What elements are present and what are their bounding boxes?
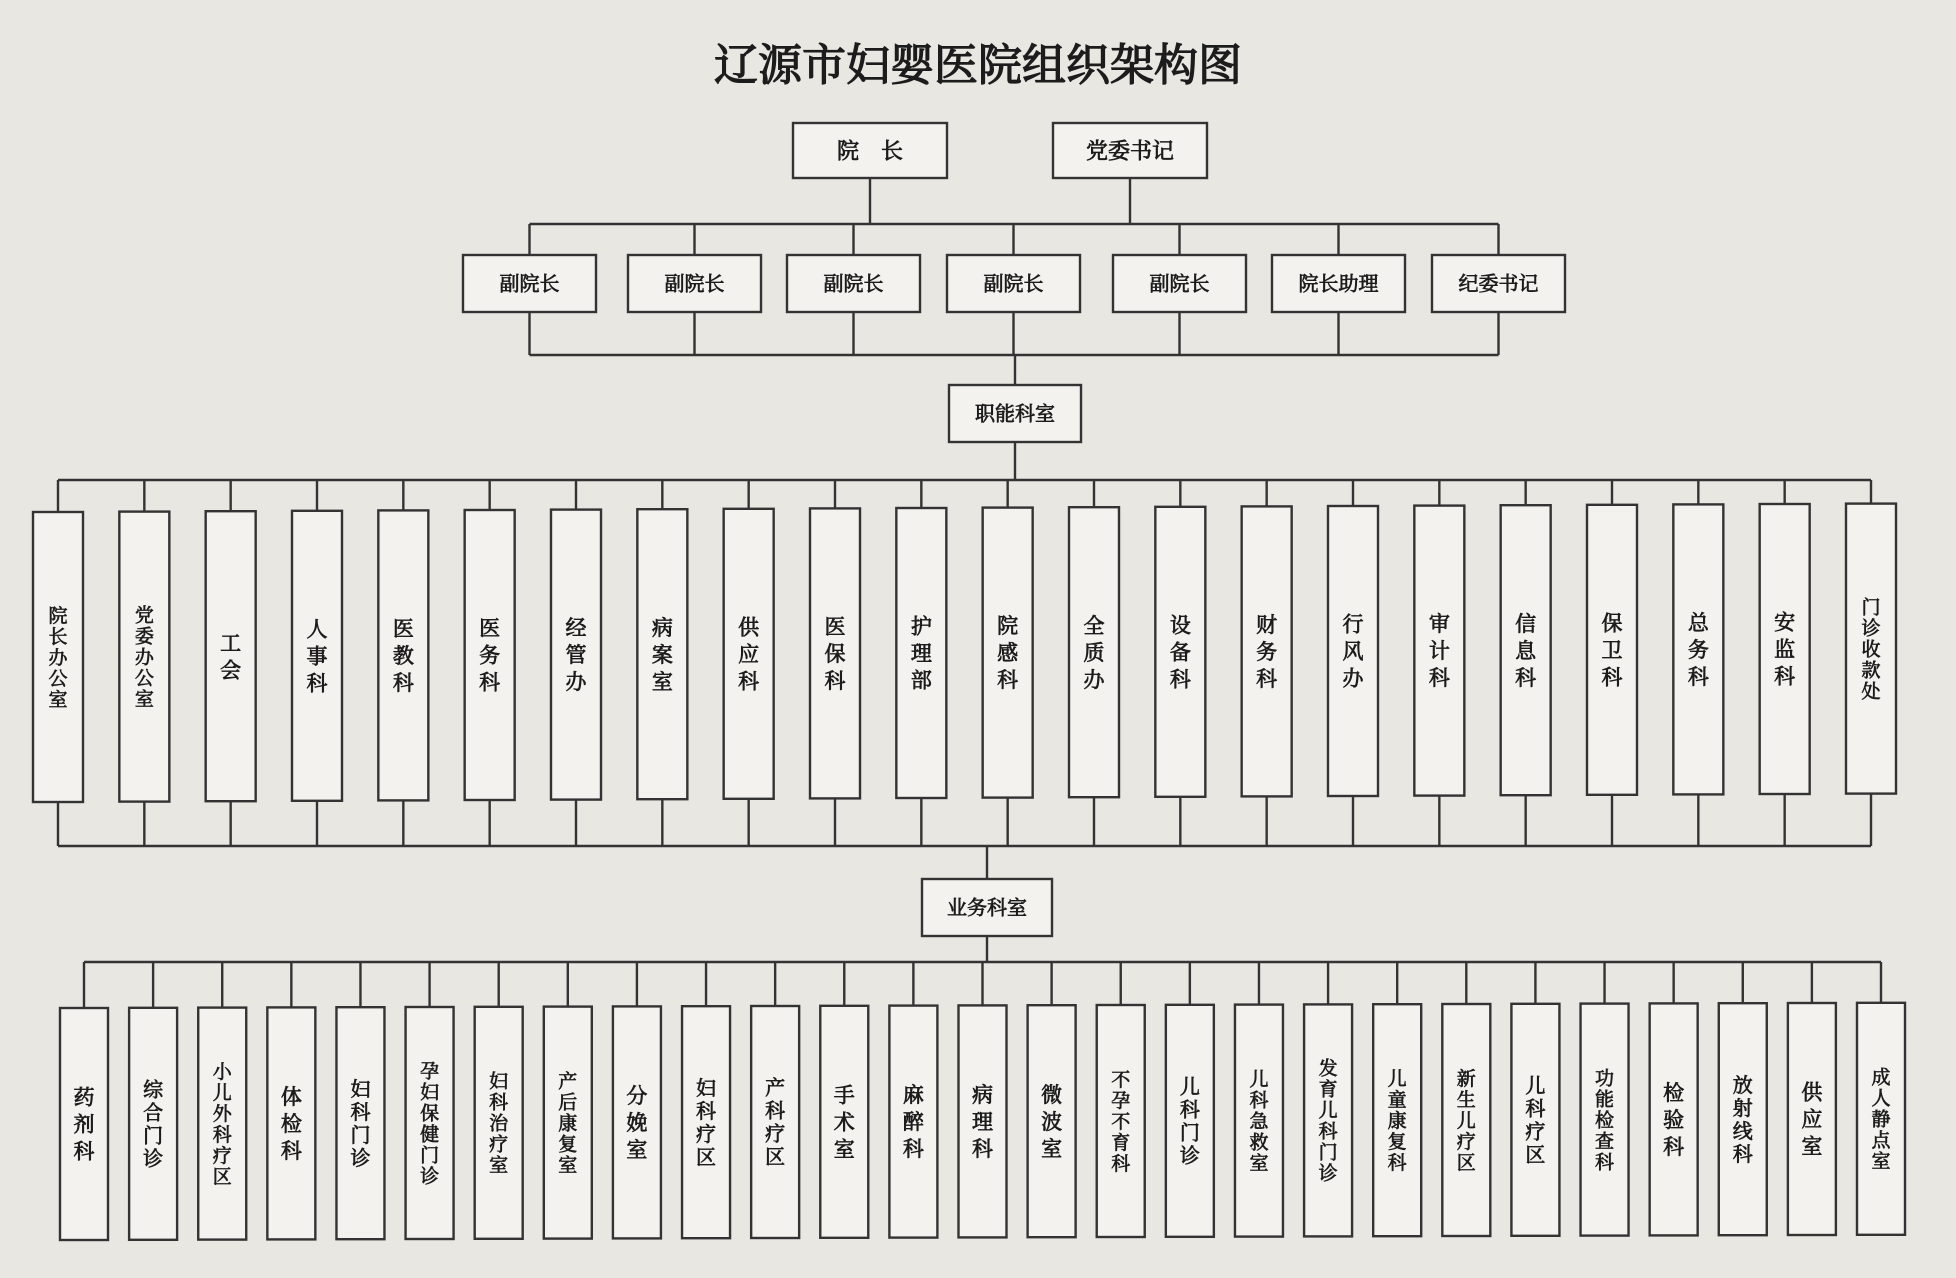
business-dept-3-label: 小儿外科疗区	[212, 1060, 232, 1188]
deputy-node-4-label: 副院长	[983, 271, 1044, 296]
functional-dept-20	[1673, 504, 1723, 794]
business-dept-23	[1581, 1004, 1629, 1236]
deputy-node-1-label: 副院长	[499, 271, 560, 296]
business-dept-19	[1304, 1004, 1352, 1236]
functional-dept-4-label: 人事科	[306, 617, 328, 696]
business-dept-8	[544, 1007, 592, 1239]
deputy-node-1	[463, 255, 596, 312]
business-dept-20	[1373, 1004, 1421, 1236]
functional-dept-2	[119, 512, 169, 802]
business-dept-19-label: 发育儿科门诊	[1318, 1057, 1338, 1185]
business-dept-27-label: 成人静点室	[1871, 1066, 1891, 1173]
business-dept-21-label: 新生儿疗区	[1456, 1067, 1476, 1174]
chart-title: 辽源市妇婴医院组织架构图	[714, 40, 1242, 91]
functional-hub-label: 职能科室	[975, 401, 1055, 426]
business-dept-8-label: 产后康复室	[558, 1070, 578, 1177]
deputy-node-5-label: 副院长	[1149, 271, 1210, 296]
functional-dept-14-label: 设备科	[1169, 613, 1191, 692]
business-dept-21	[1442, 1004, 1490, 1236]
business-dept-6-label: 孕妇保健门诊	[420, 1060, 440, 1188]
functional-dept-22-label: 门诊收款处	[1861, 596, 1881, 703]
functional-dept-21-label: 安监科	[1774, 610, 1796, 689]
functional-dept-17	[1414, 506, 1464, 796]
business-hub	[922, 879, 1052, 936]
business-dept-27	[1857, 1003, 1905, 1235]
functional-dept-19	[1587, 505, 1637, 795]
deputy-node-2	[628, 255, 761, 312]
business-dept-16	[1097, 1005, 1145, 1237]
business-dept-18-label: 儿科急救室	[1249, 1068, 1269, 1175]
functional-dept-3-box	[206, 511, 256, 801]
business-dept-9	[613, 1006, 661, 1238]
business-dept-22	[1511, 1004, 1559, 1236]
deputy-node-3	[787, 255, 920, 312]
functional-dept-16	[1328, 506, 1378, 796]
functional-dept-7-label: 经管办	[565, 616, 587, 695]
deputy-node-7	[1432, 255, 1565, 312]
functional-dept-18-label: 信息科	[1515, 611, 1537, 690]
business-dept-5	[336, 1007, 384, 1239]
functional-dept-1-label: 院长办公室	[48, 604, 68, 711]
functional-dept-5	[378, 510, 428, 800]
functional-dept-8-label: 病案室	[651, 615, 673, 694]
business-dept-15	[1028, 1005, 1076, 1237]
business-dept-25	[1719, 1003, 1767, 1235]
functional-dept-2-label: 党委办公室	[134, 604, 154, 711]
top-node-2-label: 党委书记	[1085, 139, 1175, 165]
business-dept-23-label: 功能检查科	[1595, 1067, 1615, 1174]
functional-dept-11-label: 护理部	[910, 614, 932, 693]
business-dept-6	[406, 1007, 454, 1239]
business-dept-10	[682, 1006, 730, 1238]
business-dept-22-label: 儿科疗区	[1525, 1073, 1546, 1167]
deputy-node-4	[947, 255, 1080, 312]
business-dept-1	[60, 1008, 108, 1240]
functional-dept-14	[1155, 507, 1205, 797]
functional-dept-6-label: 医务科	[479, 616, 501, 695]
functional-dept-3-label: 工会	[220, 631, 242, 683]
business-dept-12	[820, 1006, 868, 1238]
functional-dept-10-label: 医保科	[824, 614, 846, 693]
business-dept-7-label: 妇科治疗室	[489, 1070, 509, 1177]
business-dept-11-label: 产科疗区	[765, 1075, 786, 1169]
org-nodes	[33, 123, 1905, 1240]
functional-dept-18	[1501, 505, 1551, 795]
business-dept-13-label: 麻醉科	[902, 1083, 924, 1162]
business-hub-label: 业务科室	[947, 895, 1027, 920]
business-dept-25-label: 放射线科	[1732, 1072, 1753, 1166]
business-dept-24-label: 检验科	[1663, 1080, 1685, 1159]
functional-dept-8	[637, 509, 687, 799]
deputy-node-7-label: 纪委书记	[1458, 271, 1539, 296]
business-dept-17	[1166, 1005, 1214, 1237]
business-dept-13	[889, 1006, 937, 1238]
business-dept-4	[267, 1007, 315, 1239]
functional-dept-19-label: 保卫科	[1601, 611, 1623, 690]
business-dept-26	[1788, 1003, 1836, 1235]
functional-dept-9-label: 供应科	[738, 615, 760, 694]
business-dept-4-label: 体检科	[280, 1084, 302, 1163]
business-dept-5-label: 妇科门诊	[350, 1076, 371, 1170]
functional-dept-1	[33, 512, 83, 802]
functional-dept-13-label: 全质办	[1083, 613, 1105, 692]
functional-dept-15-label: 财务科	[1256, 612, 1278, 691]
functional-dept-3	[206, 511, 256, 801]
business-dept-2-label: 综合门诊	[143, 1077, 164, 1171]
functional-dept-17-label: 审计科	[1428, 612, 1450, 691]
functional-dept-22	[1846, 504, 1896, 794]
deputy-node-5	[1113, 255, 1246, 312]
business-dept-3	[198, 1008, 246, 1240]
business-dept-7	[475, 1007, 523, 1239]
functional-dept-6	[465, 510, 515, 800]
deputy-node-3-label: 副院长	[823, 271, 884, 296]
business-dept-15-label: 微波室	[1041, 1082, 1063, 1161]
business-dept-10-label: 妇科疗区	[696, 1075, 717, 1169]
deputy-node-6-label: 院长助理	[1298, 271, 1379, 296]
deputy-node-6	[1272, 255, 1405, 312]
functional-dept-12	[983, 508, 1033, 798]
top-node-2	[1053, 123, 1207, 178]
business-dept-11	[751, 1006, 799, 1238]
functional-dept-12-label: 院感科	[997, 614, 1019, 693]
business-dept-9-label: 分娩室	[626, 1083, 648, 1162]
functional-dept-7	[551, 510, 601, 800]
functional-dept-13	[1069, 507, 1119, 797]
functional-dept-20-label: 总务科	[1687, 610, 1709, 689]
business-dept-14-label: 病理科	[972, 1082, 993, 1161]
business-dept-14	[959, 1005, 1007, 1237]
business-dept-26-label: 供应室	[1801, 1080, 1823, 1159]
business-dept-18	[1235, 1005, 1283, 1237]
top-node-1	[793, 123, 947, 178]
functional-dept-11	[896, 508, 946, 798]
deputy-node-2-label: 副院长	[664, 271, 725, 296]
business-dept-12-label: 手术室	[833, 1083, 855, 1162]
business-dept-20-label: 儿童康复科	[1387, 1068, 1407, 1175]
functional-dept-15	[1242, 506, 1292, 796]
functional-hub	[949, 385, 1081, 442]
business-dept-16-label: 不孕不育科	[1111, 1068, 1131, 1175]
business-dept-1-label: 药剂科	[73, 1085, 95, 1164]
top-node-1-label: 院 长	[836, 139, 904, 165]
functional-dept-16-label: 行风办	[1342, 612, 1364, 691]
functional-dept-9	[724, 509, 774, 799]
business-dept-17-label: 儿科门诊	[1179, 1074, 1200, 1168]
functional-dept-4	[292, 511, 342, 801]
business-dept-24	[1650, 1003, 1698, 1235]
functional-dept-21	[1760, 504, 1810, 794]
business-dept-2	[129, 1008, 177, 1240]
functional-dept-5-label: 医教科	[392, 616, 414, 695]
functional-dept-10	[810, 508, 860, 798]
